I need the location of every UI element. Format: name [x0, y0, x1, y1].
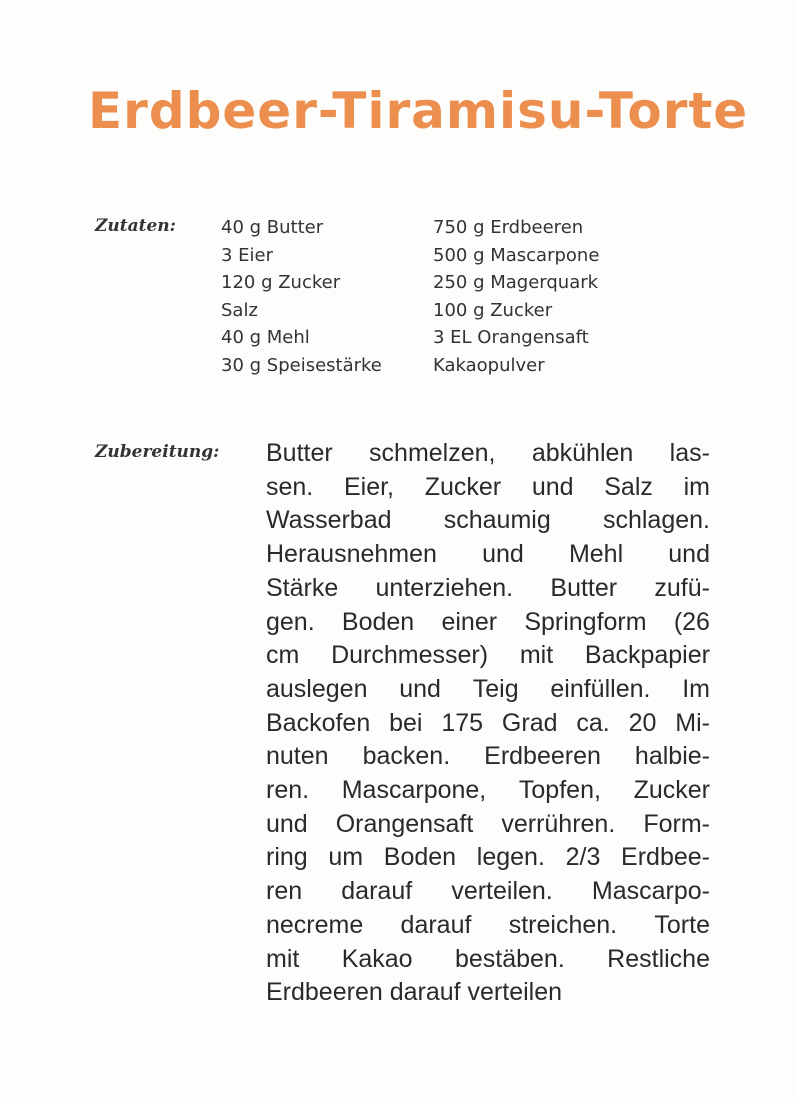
ingredient-item: 40 g Mehl	[221, 327, 310, 348]
ingredient-item: 40 g Butter	[221, 217, 324, 238]
preparation-line: cm Durchmesser) mit Backpapier	[266, 641, 710, 670]
recipe-title: Erdbeer-Tiramisu-Torte	[88, 82, 749, 140]
ingredient-item: 3 Eier	[221, 244, 274, 266]
preparation-line: Backofen bei 175 Grad ca. 20 Mi-	[266, 708, 710, 737]
preparation-label: Zubereitung:	[95, 442, 220, 462]
preparation-line: nuten backen. Erdbeeren halbie-	[266, 742, 710, 771]
preparation-line: gen. Boden einer Springform (26	[266, 607, 710, 636]
ingredient-item: 100 g Zucker	[433, 299, 553, 321]
ingredient-item: 30 g Speisestärke	[221, 354, 382, 376]
ingredient-item: 3 EL Orangensaft	[433, 327, 589, 348]
preparation-line: Stärke unterziehen. Butter zufü-	[266, 573, 710, 602]
ingredients-label: Zutaten:	[95, 216, 176, 236]
preparation-line: Wasserbad schaumig schlagen.	[266, 506, 710, 535]
preparation-line: und Orangensaft verrühren. Form-	[266, 809, 710, 838]
ingredient-item: 250 g Magerquark	[433, 272, 599, 293]
preparation-line: Erdbeeren darauf verteilen	[266, 978, 563, 1007]
preparation-line: auslegen und Teig einfüllen. Im	[266, 674, 710, 703]
ingredient-item: Salz	[221, 299, 258, 321]
ingredient-item: 120 g Zucker	[221, 272, 341, 293]
preparation-text	[266, 437, 710, 1010]
preparation-line: necreme darauf streichen. Torte	[266, 910, 710, 939]
preparation-line: ren. Mascarpone, Topfen, Zucker	[266, 776, 710, 805]
preparation-line: ren darauf verteilen. Mascarpo-	[266, 877, 710, 906]
ingredient-item: Kakaopulver	[433, 354, 545, 376]
ingredients-column-1	[221, 214, 382, 379]
preparation-line: Butter schmelzen, abkühlen las-	[266, 439, 710, 467]
preparation-line: sen. Eier, Zucker und Salz im	[266, 472, 710, 501]
ingredients-column-2	[433, 214, 599, 379]
preparation-line: ring um Boden legen. 2/3 Erdbee-	[266, 843, 710, 872]
ingredient-item: 500 g Mascarpone	[433, 244, 600, 266]
preparation-line: Herausnehmen und Mehl und	[266, 540, 710, 569]
ingredient-item: 750 g Erdbeeren	[433, 217, 584, 238]
preparation-line: mit Kakao bestäben. Restliche	[266, 944, 710, 973]
